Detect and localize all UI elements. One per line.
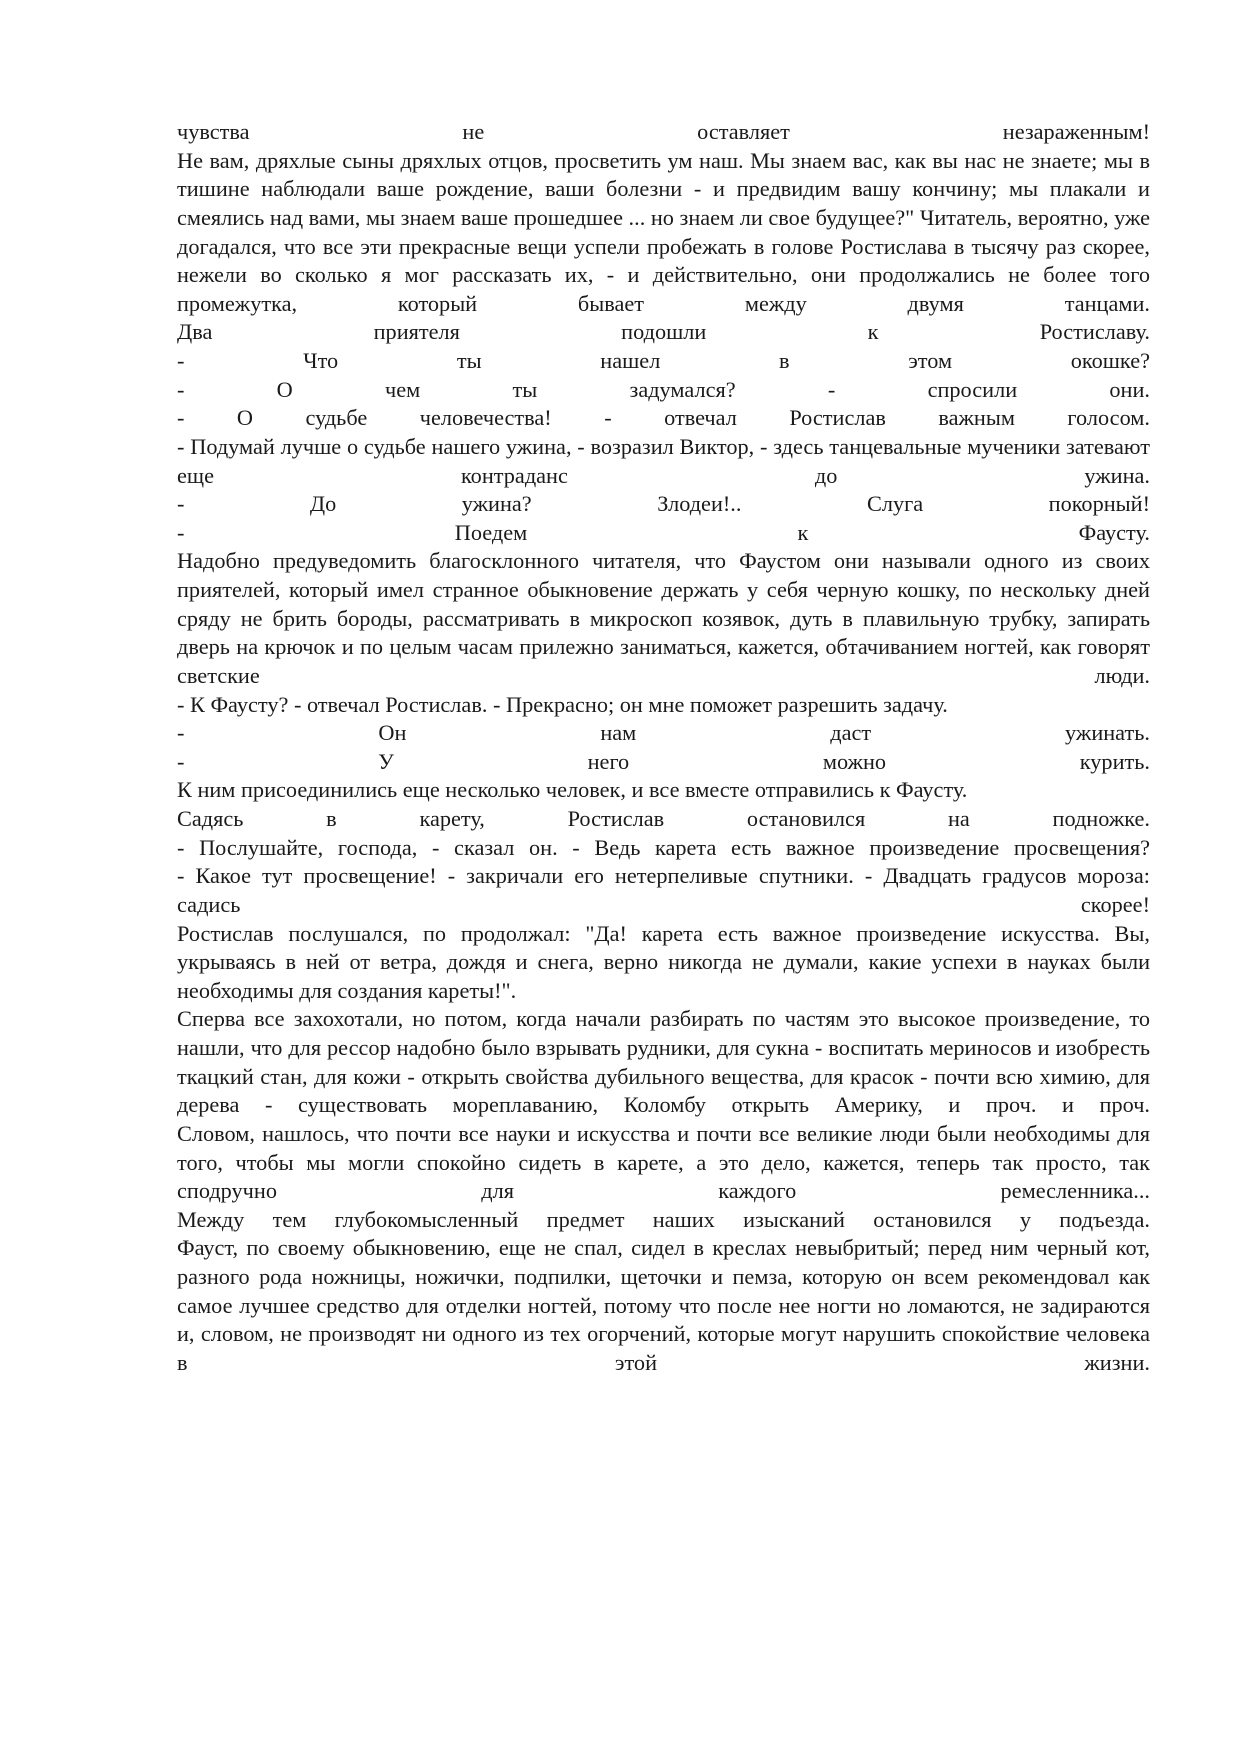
paragraph: чувства не оставляет незараженным! — [177, 119, 1150, 144]
body-text — [177, 118, 1150, 1378]
paragraph: Надобно предуведомить благосклонного читателя, что Фаустом они называли одного из своих приятелей, который имел странное обыкновение держать у себя черную кошку, по нескольку дней сряду не брить бороды, рассматривать в микроскоп козявок, дуть в плавильную трубку, запирать дверь на крючок и по целым часам прилежно заниматься, кажется, обтачиванием ногтей, как говорят светские люди. — [177, 548, 1150, 688]
paragraph: - У него можно курить. — [177, 748, 1150, 774]
paragraph: - К Фаусту? - отвечал Ростислав. - Прекрасно; он мне поможет разрешить задачу. — [177, 691, 948, 717]
paragraph: К ним присоединились еще несколько человек, и все вместе отправились к Фаусту. — [177, 777, 968, 803]
paragraph: Садясь в карету, Ростислав остановился на подножке. — [177, 806, 1150, 831]
paragraph: - О судьбе человечества! - отвечал Ростислав важным голосом. — [177, 405, 1150, 431]
paragraph: Два приятеля подошли к Ростиславу. — [177, 319, 1150, 345]
paragraph: Словом, нашлось, что почти все науки и искусства и почти все великие люди были необходимы для того, чтобы мы могли спокойно сидеть в карете, а это дело, кажется, теперь так просто, так сподручно для каждого ремесленника... — [177, 1120, 1150, 1204]
paragraph: - Послушайте, господа, - сказал он. - Ведь карета есть важное произведение просвещения? — [177, 834, 1150, 860]
paragraph: Сперва все захохотали, но потом, когда начали разбирать по частям это высокое произведение, то нашли, что для рессор надобно было взрывать рудники, для сукна - воспитать мериносов и изобресть ткацкий стан, для кожи - открыть свойства дубильного вещества, для красок - почти всю химию, для дерева - существовать мореплаванию, Коломбу открыть Америку, и проч. и проч. — [177, 1006, 1150, 1118]
paragraph: - О чем ты задумался? - спросили они. — [177, 376, 1150, 402]
paragraph: Не вам, дряхлые сыны дряхлых отцов, просветить ум наш. Мы знаем вас, как вы нас не знаете; мы в тишине наблюдали ваше рождение, ваши болезни - и предвидим вашу кончину; мы плакали и смеялись над вами, мы знаем ваше прошедшее ... но знаем ли свое будущее?" Читатель, вероятно, уже догадался, что все эти прекрасные вещи успели пробежать в голове Ростислава в тысячу раз скорее, нежели во сколько я мог рассказать их, - и действительно, они продолжались не более того промежутка, который бывает между двумя танцами. — [177, 147, 1150, 316]
paragraph: Между тем глубокомысленный предмет наших изысканий остановился у подъезда. — [177, 1206, 1150, 1232]
paragraph: - Поедем к Фаусту. — [177, 519, 1150, 545]
paragraph: - Подумай лучше о судьбе нашего ужина, - возразил Виктор, - здесь танцевальные мученики затевают еще контраданс до ужина. — [177, 433, 1150, 488]
paragraph: - Он нам даст ужинать. — [177, 720, 1150, 746]
paragraph: Ростислав послушался, по продолжал: "Да! карета есть важное произведение искусства. Вы, укрываясь в ней от ветра, дождя и снега, верно никогда не думали, какие успехи в науках были необходимы для создания кареты!". — [177, 920, 1150, 1003]
paragraph: - До ужина? Злодеи!.. Слуга покорный! — [177, 491, 1150, 517]
paragraph: Фауст, по своему обыкновению, еще не спал, сидел в креслах невыбритый; перед ним черный кот, разного рода ножницы, ножички, подпилки, щеточки и пемза, которую он всем рекомендовал как самое лучшее средство для отделки ногтей, потому что после нее ногти но ломаются, не задираются и, словом, не производят ни одного из тех огорчений, которые могут нарушить спокойствие человека в этой жизни. — [177, 1235, 1150, 1375]
paragraph: - Что ты нашел в этом окошке? — [177, 348, 1150, 373]
paragraph: - Какое тут просвещение! - закричали его нетерпеливые спутники. - Двадцать градусов мороза: садись скорее! — [177, 863, 1150, 917]
